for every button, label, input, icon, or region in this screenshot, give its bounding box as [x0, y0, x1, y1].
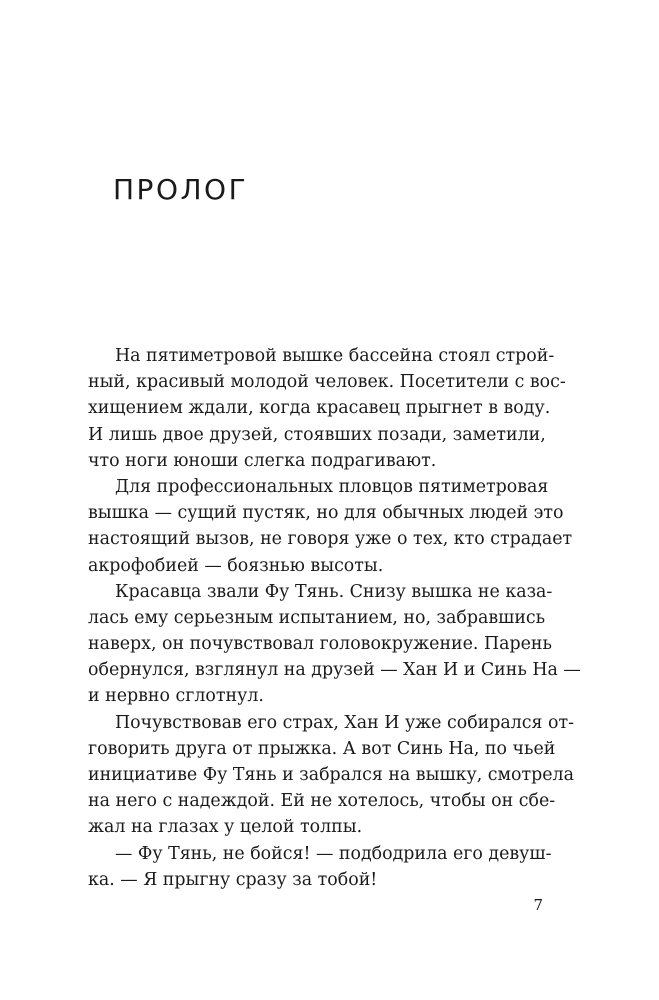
- text-line: говорить друга от прыжка. А вот Синь На, по чьей: [88, 738, 556, 759]
- text-line: Для профессиональных пловцов пятиметровая: [115, 476, 549, 497]
- page-number: 7: [533, 896, 543, 914]
- text-line: ный, красивый молодой человек. Посетители с вос-: [88, 372, 566, 393]
- text-line: инициативе Фу Тянь и забрался на вышку, смотрела: [88, 765, 574, 785]
- text-line: на него с надеждой. Ей не хотелось, чтобы он сбе-: [88, 791, 556, 812]
- text-line: Красавца звали Фу Тянь. Снизу вышка не каза-: [115, 581, 553, 602]
- text-line: и нервно сглотнул.: [88, 686, 264, 707]
- chapter-title: ПРОЛОГ: [113, 173, 249, 206]
- text-line: акрофобией — боязнью высоты.: [88, 555, 384, 576]
- text-line: хищением ждали, когда красавец прыгнет в воду.: [88, 398, 551, 419]
- text-line: жал на глазах у целой толпы.: [88, 817, 363, 838]
- body-text: [88, 343, 581, 893]
- text-line: лась ему серьезным испытанием, но, забравшись: [88, 607, 546, 628]
- text-line: ка. — Я прыгну сразу за тобой!: [88, 869, 378, 890]
- text-line: Почувствовав его страх, Хан И уже собирался от-: [115, 712, 575, 733]
- text-line: На пятиметровой вышке бассейна стоял строй-: [115, 346, 555, 366]
- text-line: вышка — сущий пустяк, но для обычных людей это: [88, 503, 564, 524]
- text-line: настоящий вызов, не говоря уже о тех, кто страдает: [88, 529, 573, 550]
- text-line: обернулся, взглянул на друзей — Хан И и Синь На —: [88, 660, 581, 681]
- text-line: наверх, он почувствовал головокружение. Парень: [88, 634, 552, 655]
- text-line: — Фу Тянь, не бойся! — подбодрила его девуш-: [115, 843, 552, 864]
- text-line: что ноги юноши слегка подрагивают.: [88, 450, 437, 471]
- text-line: И лишь двое друзей, стоявших позади, заметили,: [88, 424, 546, 445]
